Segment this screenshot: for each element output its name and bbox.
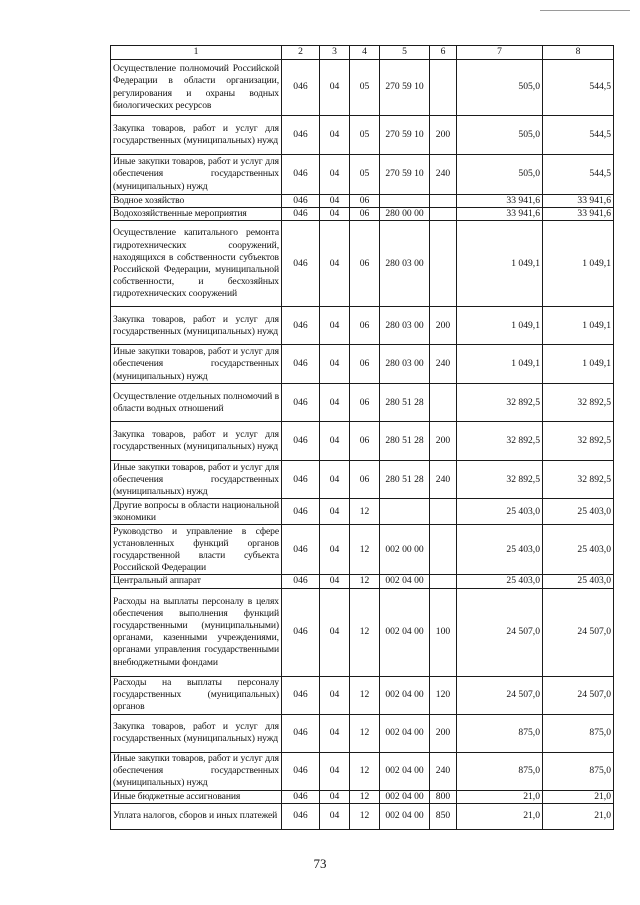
row-code-section: 04: [320, 676, 350, 714]
row-code-ministry: 046: [282, 307, 320, 345]
row-code-expense-type: 200: [430, 422, 457, 461]
row-code-subsection: 06: [350, 422, 380, 461]
row-code-ministry: 046: [282, 221, 320, 307]
row-name: Закупка товаров, работ и услуг для государственных (муниципальных) нужд: [111, 422, 282, 461]
row-code-expense-type: 800: [430, 790, 457, 803]
table-row: [111, 790, 614, 803]
row-code-expense-type: [430, 384, 457, 422]
page-number: 73: [313, 856, 327, 871]
row-code-expense-type: [430, 60, 457, 116]
row-code-subsection: 12: [350, 803, 380, 829]
row-amount-8: 1 049,1: [543, 345, 614, 384]
row-code-ministry: 046: [282, 790, 320, 803]
row-code-section: 04: [320, 575, 350, 588]
row-name: Иные закупки товаров, работ и услуг для обеспечения государственных (муниципальных) нужд: [111, 461, 282, 499]
row-code-section: 04: [320, 345, 350, 384]
row-amount-8: 24 507,0: [543, 676, 614, 714]
row-name: Закупка товаров, работ и услуг для государственных (муниципальных) нужд: [111, 714, 282, 752]
row-amount-8: 33 941,6: [543, 208, 614, 221]
row-code-ministry: 046: [282, 208, 320, 221]
row-amount-7: 32 892,5: [457, 384, 543, 422]
row-amount-8: 544,5: [543, 116, 614, 155]
row-code-ministry: 046: [282, 60, 320, 116]
row-code-article: 002 04 00: [380, 588, 430, 676]
row-code-expense-type: 850: [430, 803, 457, 829]
row-code-ministry: 046: [282, 525, 320, 575]
row-amount-7: 32 892,5: [457, 461, 543, 499]
col-header-4: 4: [350, 46, 380, 60]
row-code-section: 04: [320, 208, 350, 221]
row-name: Другие вопросы в области национальной экономики: [111, 499, 282, 525]
row-code-expense-type: [430, 499, 457, 525]
row-amount-8: 32 892,5: [543, 384, 614, 422]
table-row: [111, 714, 614, 752]
row-name: Расходы на выплаты персоналу государственных (муниципальных) органов: [111, 676, 282, 714]
row-code-expense-type: [430, 575, 457, 588]
table-row: [111, 676, 614, 714]
row-amount-7: 1 049,1: [457, 307, 543, 345]
row-code-ministry: 046: [282, 195, 320, 208]
row-code-article: [380, 499, 430, 525]
table-row: [111, 588, 614, 676]
row-amount-7: 21,0: [457, 803, 543, 829]
row-code-subsection: 05: [350, 116, 380, 155]
row-amount-8: 32 892,5: [543, 461, 614, 499]
row-name: Иные закупки товаров, работ и услуг для обеспечения государственных (муниципальных) нужд: [111, 155, 282, 195]
col-header-6: 6: [430, 46, 457, 60]
row-code-subsection: 06: [350, 461, 380, 499]
row-code-ministry: 046: [282, 714, 320, 752]
row-code-ministry: 046: [282, 676, 320, 714]
col-header-1: 1: [111, 46, 282, 60]
row-amount-8: 544,5: [543, 155, 614, 195]
row-amount-7: 1 049,1: [457, 345, 543, 384]
table-row: [111, 422, 614, 461]
row-code-subsection: 12: [350, 752, 380, 790]
row-code-section: 04: [320, 588, 350, 676]
row-amount-8: 25 403,0: [543, 499, 614, 525]
row-code-section: 04: [320, 155, 350, 195]
row-amount-8: 1 049,1: [543, 221, 614, 307]
row-amount-7: 24 507,0: [457, 588, 543, 676]
row-code-section: 04: [320, 714, 350, 752]
row-code-expense-type: 200: [430, 307, 457, 345]
row-code-ministry: 046: [282, 461, 320, 499]
row-name: Водное хозяйство: [111, 195, 282, 208]
row-code-section: 04: [320, 384, 350, 422]
row-code-article: 270 59 10: [380, 60, 430, 116]
row-amount-8: 544,5: [543, 60, 614, 116]
table-row: [111, 345, 614, 384]
row-amount-8: 33 941,6: [543, 195, 614, 208]
row-code-article: 280 51 28: [380, 422, 430, 461]
row-name: Расходы на выплаты персоналу в целях обеспечения выполнения функций государственными (муниципальными) органами, казенными учреждениями, органами управления государственными внебюджетными фондами: [111, 588, 282, 676]
row-amount-7: 25 403,0: [457, 525, 543, 575]
row-code-section: 04: [320, 461, 350, 499]
col-header-5: 5: [380, 46, 430, 60]
table-row: [111, 461, 614, 499]
row-code-expense-type: 200: [430, 714, 457, 752]
row-amount-7: 505,0: [457, 116, 543, 155]
row-code-section: 04: [320, 752, 350, 790]
table-row: [111, 60, 614, 116]
row-code-expense-type: [430, 525, 457, 575]
row-code-subsection: 12: [350, 790, 380, 803]
row-code-expense-type: 200: [430, 116, 457, 155]
table-row: [111, 384, 614, 422]
row-code-expense-type: 120: [430, 676, 457, 714]
row-code-article: 002 04 00: [380, 752, 430, 790]
row-code-ministry: 046: [282, 155, 320, 195]
row-code-subsection: 12: [350, 575, 380, 588]
row-code-article: 270 59 10: [380, 116, 430, 155]
row-code-article: 002 04 00: [380, 676, 430, 714]
row-code-article: [380, 195, 430, 208]
row-amount-7: 24 507,0: [457, 676, 543, 714]
table-row: [111, 499, 614, 525]
row-name: Уплата налогов, сборов и иных платежей: [111, 803, 282, 829]
row-code-expense-type: 240: [430, 752, 457, 790]
table-row: [111, 752, 614, 790]
row-code-expense-type: 240: [430, 345, 457, 384]
row-code-article: 002 00 00: [380, 525, 430, 575]
row-name: Осуществление капитального ремонта гидротехнических сооружений, находящихся в собственности субъектов Российской Федерации, муниципальной собственности, и бесхозяйных гидротехнических сооружений: [111, 221, 282, 307]
col-header-3: 3: [320, 46, 350, 60]
row-code-section: 04: [320, 790, 350, 803]
row-code-subsection: 12: [350, 676, 380, 714]
table-row: [111, 221, 614, 307]
row-code-article: 280 51 28: [380, 384, 430, 422]
row-code-expense-type: [430, 195, 457, 208]
row-code-subsection: 06: [350, 307, 380, 345]
row-code-section: 04: [320, 422, 350, 461]
row-amount-7: 505,0: [457, 155, 543, 195]
row-amount-7: 21,0: [457, 790, 543, 803]
table-row: [111, 575, 614, 588]
row-code-expense-type: 240: [430, 461, 457, 499]
row-code-article: 280 03 00: [380, 221, 430, 307]
row-amount-7: 1 049,1: [457, 221, 543, 307]
row-code-subsection: 12: [350, 525, 380, 575]
row-code-expense-type: 100: [430, 588, 457, 676]
row-amount-8: 1 049,1: [543, 307, 614, 345]
row-name: Закупка товаров, работ и услуг для государственных (муниципальных) нужд: [111, 116, 282, 155]
table-header-row: [111, 46, 614, 60]
row-amount-7: 25 403,0: [457, 499, 543, 525]
row-name: Осуществление полномочий Российской Федерации в области организации, регулирования и охраны водных биологических ресурсов: [111, 60, 282, 116]
row-code-subsection: 06: [350, 221, 380, 307]
row-name: Водохозяйственные мероприятия: [111, 208, 282, 221]
row-code-section: 04: [320, 525, 350, 575]
row-amount-8: 875,0: [543, 752, 614, 790]
row-amount-7: 33 941,6: [457, 208, 543, 221]
row-amount-8: 875,0: [543, 714, 614, 752]
row-code-article: 280 03 00: [380, 307, 430, 345]
row-code-expense-type: [430, 208, 457, 221]
row-code-subsection: 06: [350, 384, 380, 422]
row-amount-7: 875,0: [457, 752, 543, 790]
row-amount-8: 21,0: [543, 803, 614, 829]
col-header-7: 7: [457, 46, 543, 60]
row-name: Осуществление отдельных полномочий в области водных отношений: [111, 384, 282, 422]
row-code-subsection: 12: [350, 588, 380, 676]
table-row: [111, 803, 614, 829]
row-code-ministry: 046: [282, 384, 320, 422]
table-row: [111, 208, 614, 221]
row-code-subsection: 12: [350, 714, 380, 752]
table-row: [111, 155, 614, 195]
top-rule: [540, 10, 630, 11]
col-header-2: 2: [282, 46, 320, 60]
row-code-article: 002 04 00: [380, 575, 430, 588]
row-code-ministry: 046: [282, 803, 320, 829]
row-code-ministry: 046: [282, 575, 320, 588]
row-code-ministry: 046: [282, 588, 320, 676]
row-amount-7: 32 892,5: [457, 422, 543, 461]
table-row: [111, 307, 614, 345]
row-amount-7: 875,0: [457, 714, 543, 752]
row-code-subsection: 06: [350, 208, 380, 221]
budget-table: [110, 45, 614, 830]
row-code-subsection: 06: [350, 195, 380, 208]
row-code-section: 04: [320, 116, 350, 155]
row-name: Иные бюджетные ассигнования: [111, 790, 282, 803]
row-code-expense-type: [430, 221, 457, 307]
row-code-subsection: 05: [350, 155, 380, 195]
row-amount-7: 25 403,0: [457, 575, 543, 588]
row-code-article: 270 59 10: [380, 155, 430, 195]
row-amount-7: 33 941,6: [457, 195, 543, 208]
row-code-section: 04: [320, 221, 350, 307]
row-name: Закупка товаров, работ и услуг для государственных (муниципальных) нужд: [111, 307, 282, 345]
row-code-subsection: 12: [350, 499, 380, 525]
row-code-expense-type: 240: [430, 155, 457, 195]
row-amount-8: 24 507,0: [543, 588, 614, 676]
row-name: Иные закупки товаров, работ и услуг для обеспечения государственных (муниципальных) нужд: [111, 345, 282, 384]
row-code-section: 04: [320, 499, 350, 525]
table-row: [111, 525, 614, 575]
row-code-section: 04: [320, 60, 350, 116]
row-code-article: 280 00 00: [380, 208, 430, 221]
row-code-ministry: 046: [282, 422, 320, 461]
row-code-ministry: 046: [282, 345, 320, 384]
row-code-ministry: 046: [282, 752, 320, 790]
row-code-section: 04: [320, 803, 350, 829]
row-code-article: 002 04 00: [380, 714, 430, 752]
col-header-8: 8: [543, 46, 614, 60]
row-code-subsection: 05: [350, 60, 380, 116]
row-amount-7: 505,0: [457, 60, 543, 116]
row-amount-8: 32 892,5: [543, 422, 614, 461]
row-code-subsection: 06: [350, 345, 380, 384]
row-code-section: 04: [320, 195, 350, 208]
row-name: Центральный аппарат: [111, 575, 282, 588]
row-amount-8: 21,0: [543, 790, 614, 803]
row-code-section: 04: [320, 307, 350, 345]
row-code-article: 280 03 00: [380, 345, 430, 384]
row-code-ministry: 046: [282, 499, 320, 525]
row-code-article: 280 51 28: [380, 461, 430, 499]
table-row: [111, 195, 614, 208]
row-code-article: 002 04 00: [380, 803, 430, 829]
row-amount-8: 25 403,0: [543, 575, 614, 588]
row-code-article: 002 04 00: [380, 790, 430, 803]
row-name: Руководство и управление в сфере установленных функций органов государственной власти субъекта Российской Федерации: [111, 525, 282, 575]
row-code-ministry: 046: [282, 116, 320, 155]
table-row: [111, 116, 614, 155]
row-name: Иные закупки товаров, работ и услуг для обеспечения государственных (муниципальных) нужд: [111, 752, 282, 790]
row-amount-8: 25 403,0: [543, 525, 614, 575]
